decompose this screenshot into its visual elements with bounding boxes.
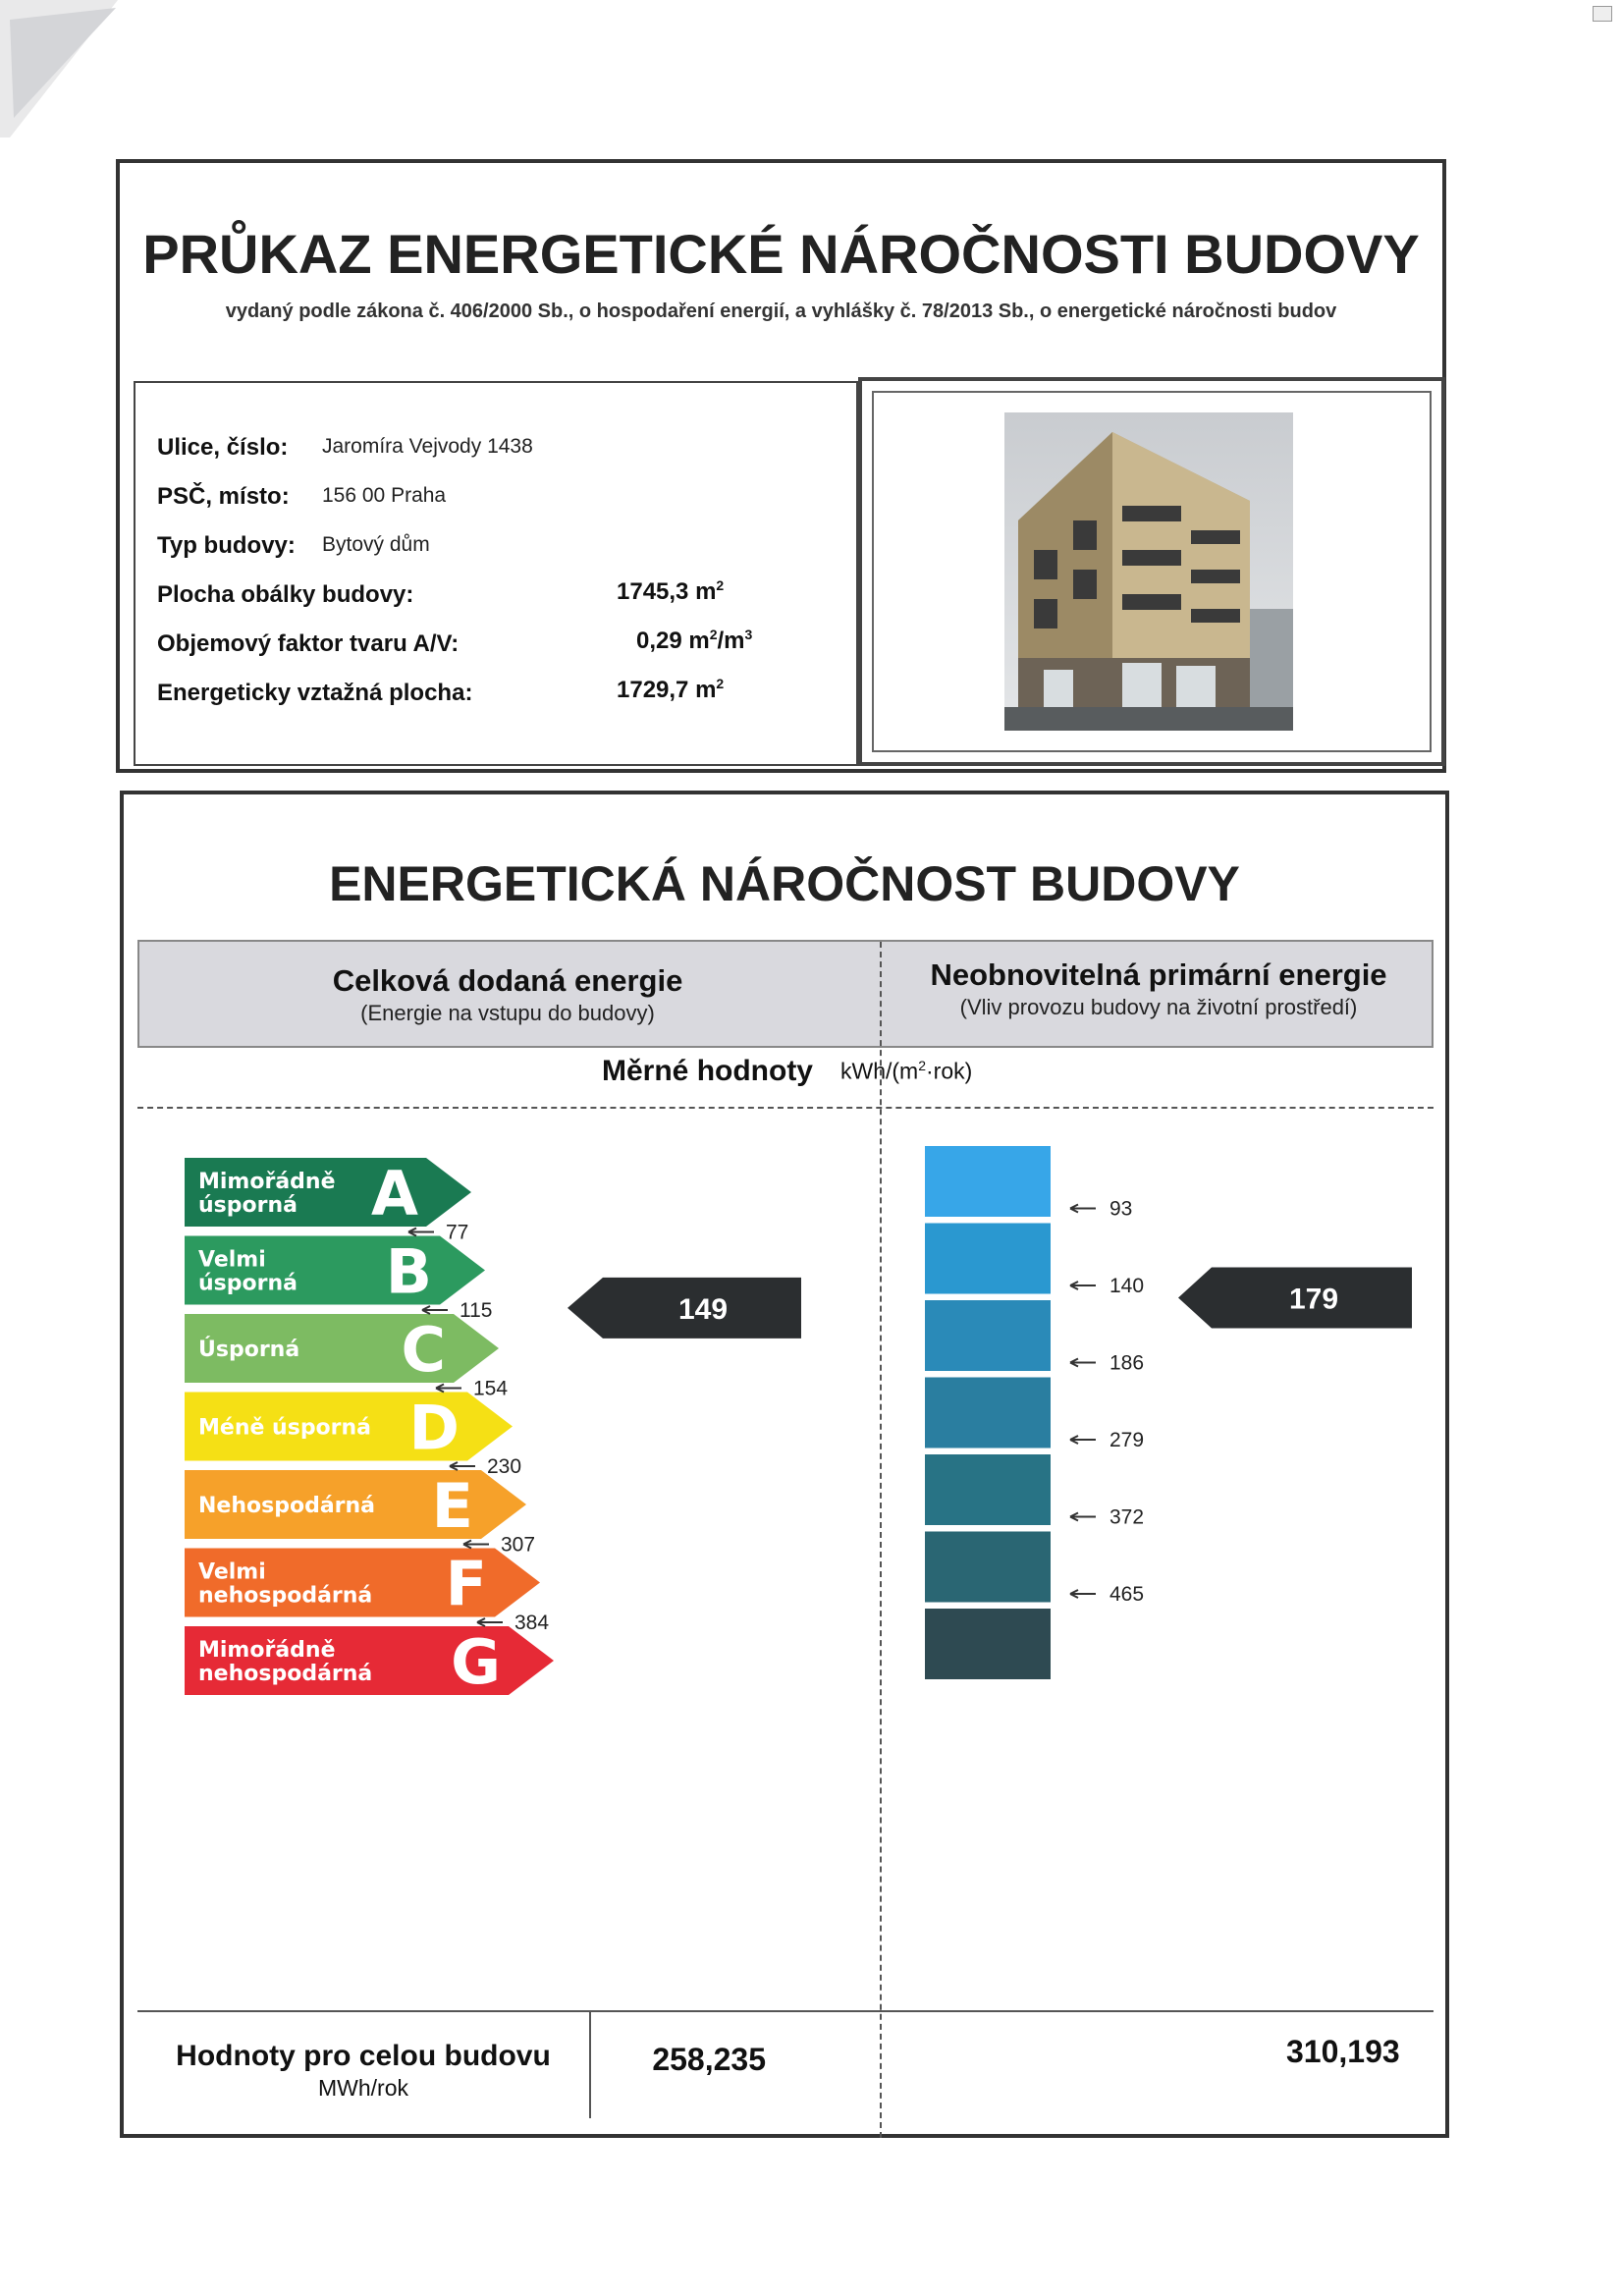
energy-performance-section bbox=[120, 791, 1449, 2138]
reference-area-value: 1729,7 $m^2$ bbox=[617, 676, 725, 703]
specific-values-label: Měrné hodnoty bbox=[602, 1055, 813, 1087]
delivered-energy-subtitle: (Energie na vstupu do budovy) bbox=[360, 1001, 655, 1025]
primary-limit-186: 186 bbox=[1109, 1351, 1145, 1375]
class-letter-a: A bbox=[371, 1158, 418, 1230]
page-corner-mark bbox=[1593, 6, 1612, 22]
delivered-limit-230: 230 bbox=[487, 1455, 522, 1478]
class-label-a: Mimořádně bbox=[198, 1170, 336, 1194]
delivered-limit-77: 77 bbox=[446, 1221, 469, 1244]
primary-energy-band-4 bbox=[925, 1378, 1051, 1449]
primary-limit-140: 140 bbox=[1109, 1275, 1145, 1297]
class-label-g: Mimořádně bbox=[198, 1638, 336, 1663]
envelope-area-value: 1745,3 $m^2$ bbox=[617, 577, 725, 605]
energy-section-title: ENERGETICKÁ NÁROČNOST BUDOVY bbox=[329, 856, 1240, 911]
delivered-limit-arrow bbox=[477, 1618, 503, 1626]
building-photo-frame bbox=[858, 377, 1445, 766]
street-value: Jaromíra Vejvody 1438 bbox=[322, 435, 533, 458]
delivered-limit-154: 154 bbox=[473, 1377, 509, 1400]
class-label-b-2: úsporná bbox=[198, 1271, 298, 1296]
class-label-d: Méně úsporná bbox=[198, 1415, 372, 1441]
whole-building-unit: MWh/rok bbox=[318, 2075, 408, 2101]
total-primary-energy: 310,193 bbox=[1286, 2034, 1400, 2069]
primary-energy-band-7 bbox=[925, 1609, 1051, 1679]
primary-limit-arrow bbox=[1070, 1205, 1096, 1213]
building-photo bbox=[1004, 412, 1293, 731]
primary-energy-subtitle: (Vliv provozu budovy na životní prostředí) bbox=[959, 995, 1358, 1019]
certificate-subtitle: vydaný podle zákona č. 406/2000 Sb., o hospodaření energií, a vyhlášky č. 78/2013 Sb., o energetické náročnosti budov bbox=[225, 301, 1337, 322]
shape-factor-label: Objemový faktor tvaru A/V: bbox=[157, 630, 460, 657]
delivered-limit-arrow bbox=[408, 1229, 434, 1236]
whole-building-label: Hodnoty pro celou budovu bbox=[176, 2040, 551, 2072]
primary-limit-arrow bbox=[1070, 1436, 1096, 1444]
primary-limit-279: 279 bbox=[1109, 1429, 1145, 1451]
class-label-b: Velmi bbox=[198, 1247, 266, 1273]
delivered-limit-arrow bbox=[450, 1462, 475, 1470]
primary-energy-band-5 bbox=[925, 1454, 1051, 1525]
primary-limit-arrow bbox=[1070, 1590, 1096, 1598]
class-letter-b: B bbox=[385, 1235, 432, 1308]
certificate-header bbox=[116, 159, 1446, 773]
delivered-energy-scale bbox=[124, 794, 880, 2012]
whole-building-values bbox=[137, 2010, 1434, 2118]
class-letter-c: C bbox=[401, 1314, 446, 1386]
delivered-energy-title: Celková dodaná energie bbox=[332, 963, 683, 998]
class-label-f-2: nehospodárná bbox=[198, 1583, 373, 1609]
psc-label: PSČ, místo: bbox=[157, 483, 290, 510]
delivered-limit-arrow bbox=[463, 1541, 489, 1549]
envelope-area-label: Plocha obálky budovy: bbox=[157, 581, 414, 608]
primary-limit-arrow bbox=[1070, 1513, 1096, 1521]
primary-energy-scale bbox=[882, 794, 1432, 2012]
delivered-limit-307: 307 bbox=[501, 1533, 536, 1557]
page-corner-fold bbox=[0, 0, 128, 147]
primary-limit-465: 465 bbox=[1109, 1583, 1145, 1606]
class-letter-d: D bbox=[408, 1392, 460, 1464]
delivered-limit-arrow bbox=[422, 1306, 448, 1314]
class-letter-e: E bbox=[431, 1470, 473, 1542]
shape-factor-value: 0,29 $m^2/m^3$ bbox=[636, 627, 753, 654]
building-type-label: Typ budovy: bbox=[157, 532, 296, 559]
delivered-limit-384: 384 bbox=[514, 1612, 550, 1634]
reference-area-label: Energeticky vztažná plocha: bbox=[157, 680, 473, 706]
primary-energy-band-3 bbox=[925, 1300, 1051, 1371]
primary-energy-title: Neobnovitelná primární energie bbox=[930, 957, 1387, 992]
specific-values-unit: kWh/$(m^2\cdot rok)$ bbox=[840, 1058, 973, 1084]
class-label-c: Úsporná bbox=[198, 1338, 300, 1362]
primary-energy-band-2 bbox=[925, 1224, 1051, 1294]
delivered-limit-arrow bbox=[436, 1385, 461, 1393]
primary-limit-arrow bbox=[1070, 1282, 1096, 1289]
class-letter-g: G bbox=[451, 1626, 501, 1698]
total-delivered-energy: 258,235 bbox=[652, 2042, 766, 2077]
primary-limit-93: 93 bbox=[1109, 1197, 1133, 1221]
class-label-a-2: úsporná bbox=[198, 1193, 298, 1218]
delivered-limit-115: 115 bbox=[460, 1299, 493, 1322]
class-label-f: Velmi bbox=[198, 1559, 266, 1585]
primary-energy-value: 179 bbox=[1288, 1283, 1339, 1316]
psc-value: 156 00 Praha bbox=[322, 484, 447, 507]
primary-energy-band-1 bbox=[925, 1146, 1051, 1217]
class-label-e: Nehospodárná bbox=[198, 1494, 376, 1518]
building-type-value: Bytový dům bbox=[322, 533, 430, 556]
class-label-g-2: nehospodárná bbox=[198, 1662, 373, 1686]
building-info bbox=[134, 381, 858, 766]
class-letter-f: F bbox=[445, 1548, 487, 1620]
primary-limit-arrow bbox=[1070, 1359, 1096, 1367]
delivered-energy-value: 149 bbox=[677, 1292, 729, 1326]
primary-energy-band-6 bbox=[925, 1532, 1051, 1603]
street-label: Ulice, číslo: bbox=[157, 434, 289, 461]
certificate-title: PRŮKAZ ENERGETICKÉ NÁROČNOSTI BUDOVY bbox=[142, 223, 1420, 285]
primary-limit-372: 372 bbox=[1109, 1505, 1145, 1529]
